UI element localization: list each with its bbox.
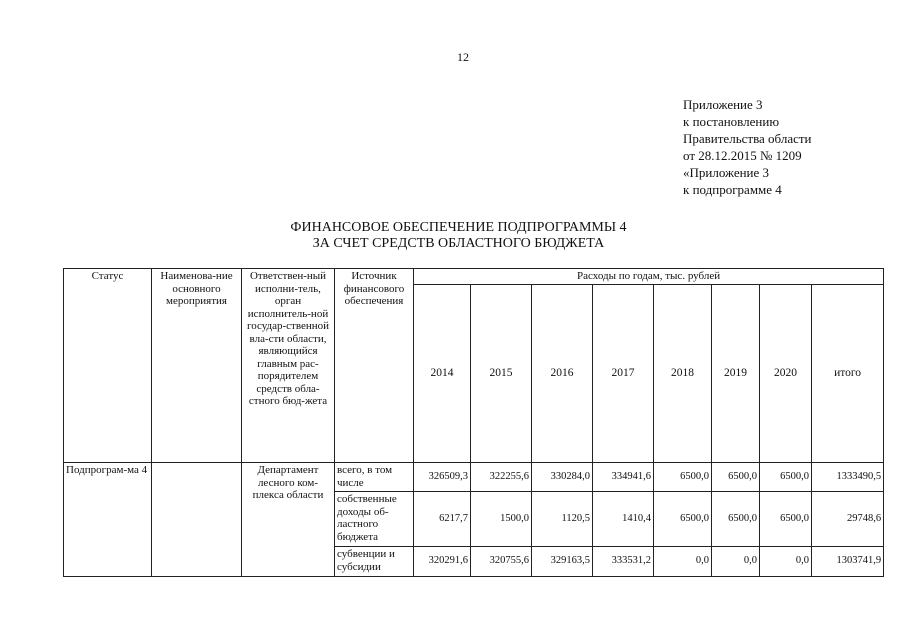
header-status: Статус [64,269,152,463]
value-cell: 334941,6 [593,463,654,492]
title-line-2: ЗА СЧЕТ СРЕДСТВ ОБЛАСТНОГО БЮДЖЕТА [312,236,605,251]
header-year: 2016 [532,285,593,463]
main-event-cell [152,463,242,577]
header-responsible: Ответствен-ный исполни-тель, орган исполнитель-ной государ-ственной вла-сти области, являющийся главным рас-порядителем средств обла-стного бюд-жета [242,269,335,463]
value-cell: 6500,0 [712,463,760,492]
appendix-line: к постановлению [683,114,780,129]
value-cell: 329163,5 [532,547,593,577]
financing-table [63,268,884,577]
header-main-event: Наименова-ние основного мероприятия [152,269,242,463]
header-year: 2020 [760,285,812,463]
header-year: 2018 [654,285,712,463]
value-cell: 326509,3 [414,463,471,492]
source-cell: собственные доходы об-ластного бюджета [335,492,414,547]
value-cell: 0,0 [760,547,812,577]
value-cell: 320291,6 [414,547,471,577]
value-cell: 6500,0 [654,492,712,547]
header-year: 2014 [414,285,471,463]
value-cell: 0,0 [654,547,712,577]
value-cell: 1120,5 [532,492,593,547]
header-expenses-by-year: Расходы по годам, тыс. рублей [414,269,884,285]
source-cell: всего, в том числе [335,463,414,492]
appendix-note [683,96,812,198]
title-line-1: ФИНАНСОВОЕ ОБЕСПЕЧЕНИЕ ПОДПРОГРАММЫ 4 [290,220,627,235]
appendix-line: от 28.12.2015 № 1209 [683,148,802,163]
value-cell: 322255,6 [471,463,532,492]
header-funding-source: Источник финансового обеспечения [335,269,414,463]
value-cell: 0,0 [712,547,760,577]
page-number: 12 [457,50,469,64]
appendix-line: Приложение 3 [683,97,763,112]
appendix-line: Правительства области [683,131,812,146]
status-cell: Подпрограм-ма 4 [64,463,152,577]
value-cell: 1410,4 [593,492,654,547]
appendix-line: к подпрограмме 4 [683,182,782,197]
value-cell: 6217,7 [414,492,471,547]
value-cell: 1500,0 [471,492,532,547]
header-year: 2017 [593,285,654,463]
value-cell: 6500,0 [760,492,812,547]
total-cell: 29748,6 [812,492,884,547]
table-row [64,463,884,492]
value-cell: 333531,2 [593,547,654,577]
value-cell: 6500,0 [760,463,812,492]
value-cell: 330284,0 [532,463,593,492]
total-cell: 1333490,5 [812,463,884,492]
responsible-cell: Департамент лесного ком-плекса области [242,463,335,577]
header-year: 2019 [712,285,760,463]
header-total: итого [812,285,884,463]
value-cell: 320755,6 [471,547,532,577]
source-cell: субвенции и субсидии [335,547,414,577]
value-cell: 6500,0 [712,492,760,547]
value-cell: 6500,0 [654,463,712,492]
appendix-line: «Приложение 3 [683,165,770,180]
total-cell: 1303741,9 [812,547,884,577]
header-year: 2015 [471,285,532,463]
document-title [0,220,905,252]
